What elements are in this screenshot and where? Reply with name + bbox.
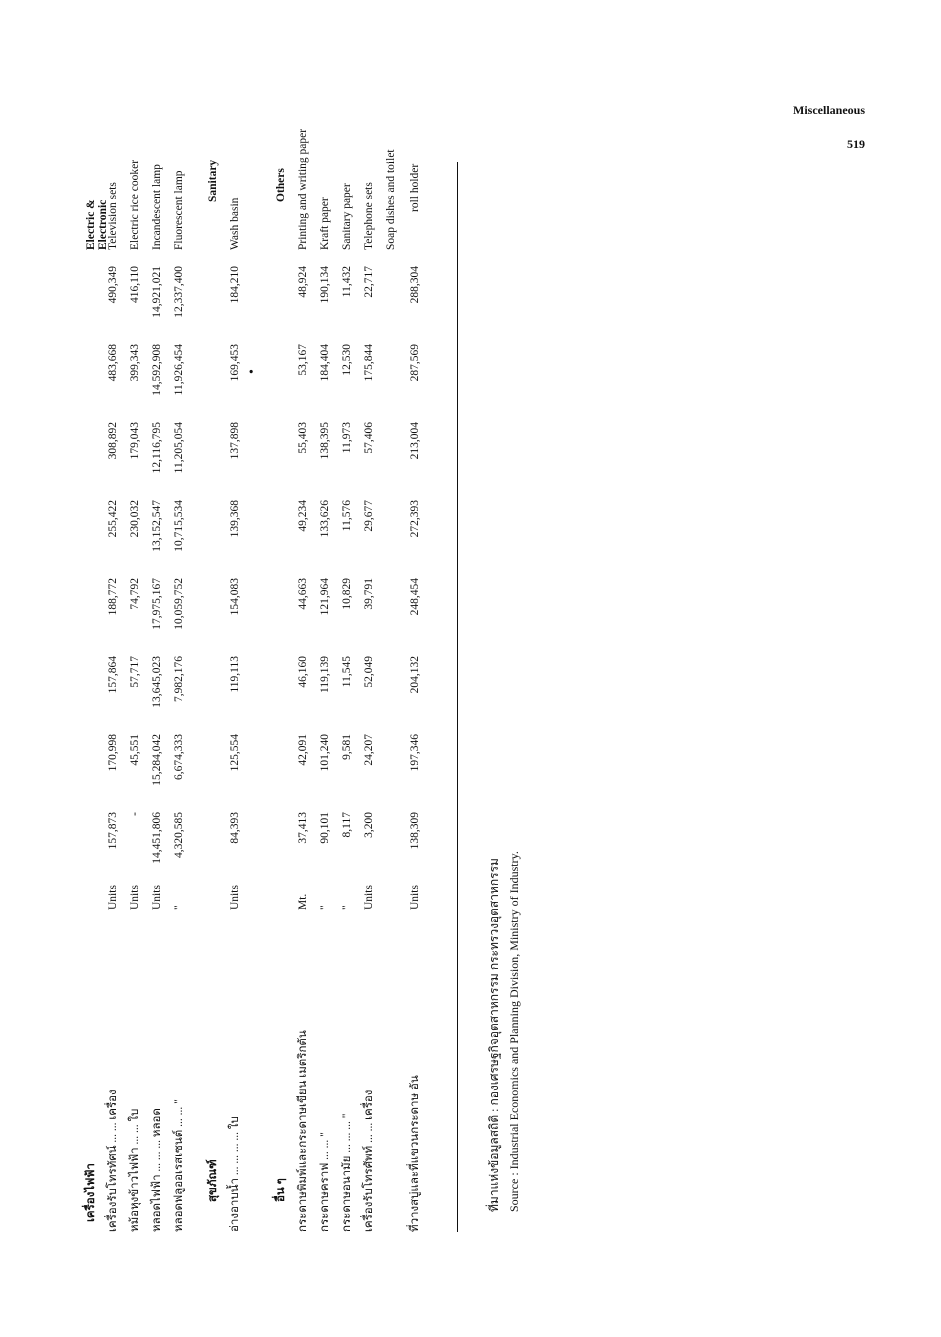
cell: 29,677 xyxy=(363,500,375,532)
section-title-en: Sanitary xyxy=(207,159,219,202)
row-name-en: Sanitary paper xyxy=(341,183,353,250)
cell: 169,453 xyxy=(229,344,241,382)
row-name-en: Telephone sets xyxy=(363,182,375,250)
header-title: Miscellaneous xyxy=(793,103,865,117)
cell: 10,829 xyxy=(341,578,353,610)
row-unit: Mt. xyxy=(297,893,309,910)
row-unit: " xyxy=(173,905,185,910)
cell: 139,368 xyxy=(229,500,241,538)
section-title-en: Electric & Electronic xyxy=(85,199,109,250)
row-name-en: Television sets xyxy=(107,182,119,250)
cell: 184,404 xyxy=(319,344,331,382)
row-name-en: Fluorescent lamp xyxy=(173,170,185,250)
row-name-th: เครื่องรับโทรทัศน์ ... ... เครื่อง xyxy=(107,1089,119,1232)
row-unit: " xyxy=(341,905,353,910)
row-unit: Units xyxy=(151,885,163,910)
row-unit: Units xyxy=(229,885,241,910)
cell: 46,160 xyxy=(297,656,309,688)
row-name-en: Incandescent lamp xyxy=(151,164,163,250)
cell: 14,592,908 xyxy=(151,344,163,396)
cell: 57,406 xyxy=(363,422,375,454)
row-unit: Units xyxy=(129,885,141,910)
source-en: Source : Industrial Economics and Planning Division, Ministry of Industry. xyxy=(507,851,521,1212)
table-bottom-rule xyxy=(457,162,458,1232)
cell: 52,049 xyxy=(363,656,375,688)
table-row xyxy=(410,162,426,1232)
table-row xyxy=(342,162,358,1232)
cell: 119,113 xyxy=(229,656,241,693)
cell: 17,975,167 xyxy=(151,578,163,630)
cell: 37,413 xyxy=(297,812,309,844)
cell: 288,304 xyxy=(409,266,421,304)
cell: 9,581 xyxy=(341,734,353,760)
cell: 48,924 xyxy=(297,266,309,298)
cell: 7,982,176 xyxy=(173,656,185,702)
cell: - xyxy=(129,812,141,816)
cell: 13,152,547 xyxy=(151,500,163,552)
row-name-th: อ่างอาบน้ำ ... ... ... ... ใบ xyxy=(229,1116,241,1232)
cell: 84,393 xyxy=(229,812,241,844)
table-row xyxy=(320,162,336,1232)
cell: 204,132 xyxy=(409,656,421,694)
cell: 308,892 xyxy=(107,422,119,460)
cell: 416,110 xyxy=(129,266,141,303)
cell: 13,645,023 xyxy=(151,656,163,708)
cell: 14,451,806 xyxy=(151,812,163,864)
row-name-th: เครื่องรับโทรศัพท์ ... ... เครื่อง xyxy=(363,1089,375,1232)
cell: 175,844 xyxy=(363,344,375,382)
row-name-en: Printing and writing paper xyxy=(297,128,309,250)
cell: 12,116,795 xyxy=(151,422,163,474)
cell: 138,395 xyxy=(319,422,331,460)
cell: 248,454 xyxy=(409,578,421,616)
cell: 119,139 xyxy=(319,656,331,693)
row-unit: Units xyxy=(107,885,119,910)
cell: 157,873 xyxy=(107,812,119,850)
cell: 11,926,454 xyxy=(173,344,185,396)
cell: 101,240 xyxy=(319,734,331,772)
row-name-th: หลอดฟลูออเรสเซนต์ ... ... " xyxy=(173,1099,185,1232)
table-row xyxy=(129,159,146,1232)
row-unit: Units xyxy=(409,885,421,910)
cell: 53,167 xyxy=(297,344,309,376)
cell: 57,717 xyxy=(129,656,141,688)
cell: 12,337,400 xyxy=(173,266,185,318)
row-name-en: Kraft paper xyxy=(319,197,331,250)
table-row-continued xyxy=(385,149,402,1232)
cell: 3,200 xyxy=(363,812,375,838)
cell: 11,432 xyxy=(341,266,353,298)
cell: 11,205,054 xyxy=(173,422,185,474)
cell: 125,554 xyxy=(229,734,241,772)
rotated-table xyxy=(80,128,640,1232)
row-name-th: กระดาษพิมพ์และกระดาษเขียน เมตริกตัน xyxy=(297,1030,309,1232)
row-name-th: หม้อหุงข้าวไฟฟ้า ... ... ใบ xyxy=(129,1108,141,1232)
cell: 11,576 xyxy=(341,500,353,532)
row-unit: Units xyxy=(363,885,375,910)
cell: 190,134 xyxy=(319,266,331,304)
cell: 4,320,585 xyxy=(173,812,185,858)
cell: 8,117 xyxy=(341,812,353,838)
cell: 24,207 xyxy=(363,734,375,766)
section-title-th: เครื่องไฟฟ้า xyxy=(85,1163,97,1222)
cell: 272,393 xyxy=(409,500,421,538)
row-name-en: Wash basin xyxy=(229,197,241,250)
cell: 170,998 xyxy=(107,734,119,772)
cell: 10,059,752 xyxy=(173,578,185,630)
cell: 399,343 xyxy=(129,344,141,382)
cell: 138,309 xyxy=(409,812,421,850)
cell: 22,717 xyxy=(363,266,375,298)
cell: 137,898 xyxy=(229,422,241,460)
cell: 90,101 xyxy=(319,812,331,844)
cell: 213,004 xyxy=(409,422,421,460)
cell: 133,626 xyxy=(319,500,331,538)
cell: 49,234 xyxy=(297,500,309,532)
cell: 42,091 xyxy=(297,734,309,766)
row-unit: " xyxy=(319,905,331,910)
source-th: ที่มาแห่งข้อมูลสถิติ : กองเศรษฐกิจอุตสาหกรรม กระทรวงอุตสาหกรรม xyxy=(487,858,501,1212)
row-name-en: Electric rice cooker xyxy=(129,159,141,250)
cell: 11,545 xyxy=(341,656,353,688)
page-number: 519 xyxy=(847,137,865,151)
cell: 121,964 xyxy=(319,578,331,616)
cell: 14,921,021 xyxy=(151,266,163,318)
row-name-th: กระดาษอนามัย ... ... ... " xyxy=(341,1113,353,1232)
table-row xyxy=(297,128,314,1232)
cell: 39,791 xyxy=(363,578,375,610)
cell: 15,284,042 xyxy=(151,734,163,786)
section-title-en: Others xyxy=(275,168,287,202)
cell: 74,792 xyxy=(129,578,141,610)
cell: 197,346 xyxy=(409,734,421,772)
cell: 12,530 xyxy=(341,344,353,376)
row-name-th: หลอดไฟฟ้า ... ... ... หลอด xyxy=(151,1108,163,1232)
cell: 157,864 xyxy=(107,656,119,694)
cell: 483,668 xyxy=(107,344,119,382)
table-row xyxy=(364,162,380,1232)
cell: 230,032 xyxy=(129,500,141,538)
row-name-en: Soap dishes and toilet xyxy=(385,149,397,250)
table-row xyxy=(174,162,190,1232)
cell: 184,210 xyxy=(229,266,241,304)
cell: 6,674,333 xyxy=(173,734,185,780)
section-title-th: สุขภัณฑ์ xyxy=(207,1159,219,1202)
cell: 11,973 xyxy=(341,422,353,454)
cell: 179,043 xyxy=(129,422,141,460)
section-title-th: อื่น ๆ xyxy=(275,1178,287,1202)
table-row xyxy=(108,162,124,1232)
cell: 255,422 xyxy=(107,500,119,538)
cell: 55,403 xyxy=(297,422,309,454)
row-name-th: ที่วางสบู่และที่แขวนกระดาษ อัน xyxy=(409,1075,421,1232)
cell: 287,569 xyxy=(409,344,421,382)
table-row xyxy=(152,162,168,1232)
row-name-th: กระดาษคราฟ ... ... " xyxy=(319,1132,331,1232)
table-row xyxy=(230,162,246,1232)
cell: 10,715,534 xyxy=(173,500,185,552)
cell: 44,663 xyxy=(297,578,309,610)
cell: 490,349 xyxy=(107,266,119,304)
cell: 45,551 xyxy=(129,734,141,766)
cell: 154,083 xyxy=(229,578,241,616)
stray-dot: • xyxy=(245,369,260,374)
row-name-en-continued: roll holder xyxy=(409,163,421,212)
cell: 188,772 xyxy=(107,578,119,616)
